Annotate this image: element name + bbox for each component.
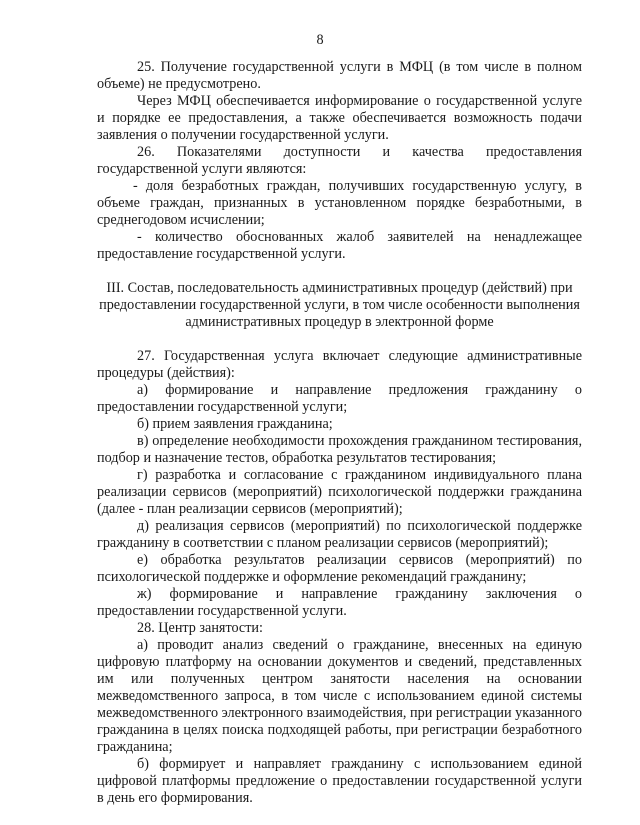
paragraph-26-item-1: - доля безработных граждан, получивших государственную услугу, в объеме граждан, признанных в установленном порядке безработными, в среднегодовом исчислении; [97,178,582,228]
paragraph-26-item-2: - количество обоснованных жалоб заявителей на ненадлежащее предоставление государственной услуги. [97,229,582,262]
paragraph-27-d: д) реализация сервисов (мероприятий) по психологической поддержке гражданину в соответствии с планом реализации сервисов (мероприятий); [97,518,582,551]
paragraph-27: 27. Государственная услуга включает следующие административные процедуры (действия): [97,348,582,381]
paragraph-28-a: а) проводит анализ сведений о гражданине, внесенных на единую цифровую платформу на основании документов и сведений, представленных им или полученных центром занятости населения на основании межведомственного запроса, в том числе с использованием единой системы межведомственного электронного взаимодействия, при регистрации указанного гражданина в целях поиска подходящей работы, при регистрации безработного гражданина; [97,637,582,755]
paragraph-27-a: а) формирование и направление предложения гражданину о предоставлении государственной услуги; [97,382,582,415]
paragraph-28-b: б) формирует и направляет гражданину с использованием единой цифровой платформы предложение о предоставлении государственной услуги в день его формирования. [97,756,582,806]
paragraph-26: 26. Показателями доступности и качества предоставления государственной услуги являются: [97,144,582,177]
paragraph-25-mfc: Через МФЦ обеспечивается информирование о государственной услуге и порядке ее предоставления, а также обеспечивается возможность подачи заявления о получении государственной услуги. [97,93,582,143]
paragraph-28: 28. Центр занятости: [137,620,263,636]
document-body [97,59,582,807]
paragraph-27-zh: ж) формирование и направление гражданину заключения о предоставлении государственной услуги. [97,586,582,619]
paragraph-27-b: б) прием заявления гражданина; [137,416,333,432]
page-number: 8 [316,32,324,48]
paragraph-27-g: г) разработка и согласование с гражданином индивидуального плана реализации сервисов (мероприятий) психологической поддержки гражданина (далее - план реализации сервисов (мероприятий); [97,467,582,517]
section-title: III. Состав, последовательность административных процедур (действий) при предоставлении государственной услуги, в том числе особенности выполнения административных процедур в электронной форме [99,280,580,330]
paragraph-27-v: в) определение необходимости прохождения гражданином тестирования, подбор и назначение тестов, обработка результатов тестирования; [97,433,582,466]
paragraph-25: 25. Получение государственной услуги в МФЦ (в том числе в полном объеме) не предусмотрено. [97,59,582,92]
paragraph-27-e: е) обработка результатов реализации сервисов (мероприятий) по психологической поддержке и оформление рекомендаций гражданину; [97,552,582,585]
